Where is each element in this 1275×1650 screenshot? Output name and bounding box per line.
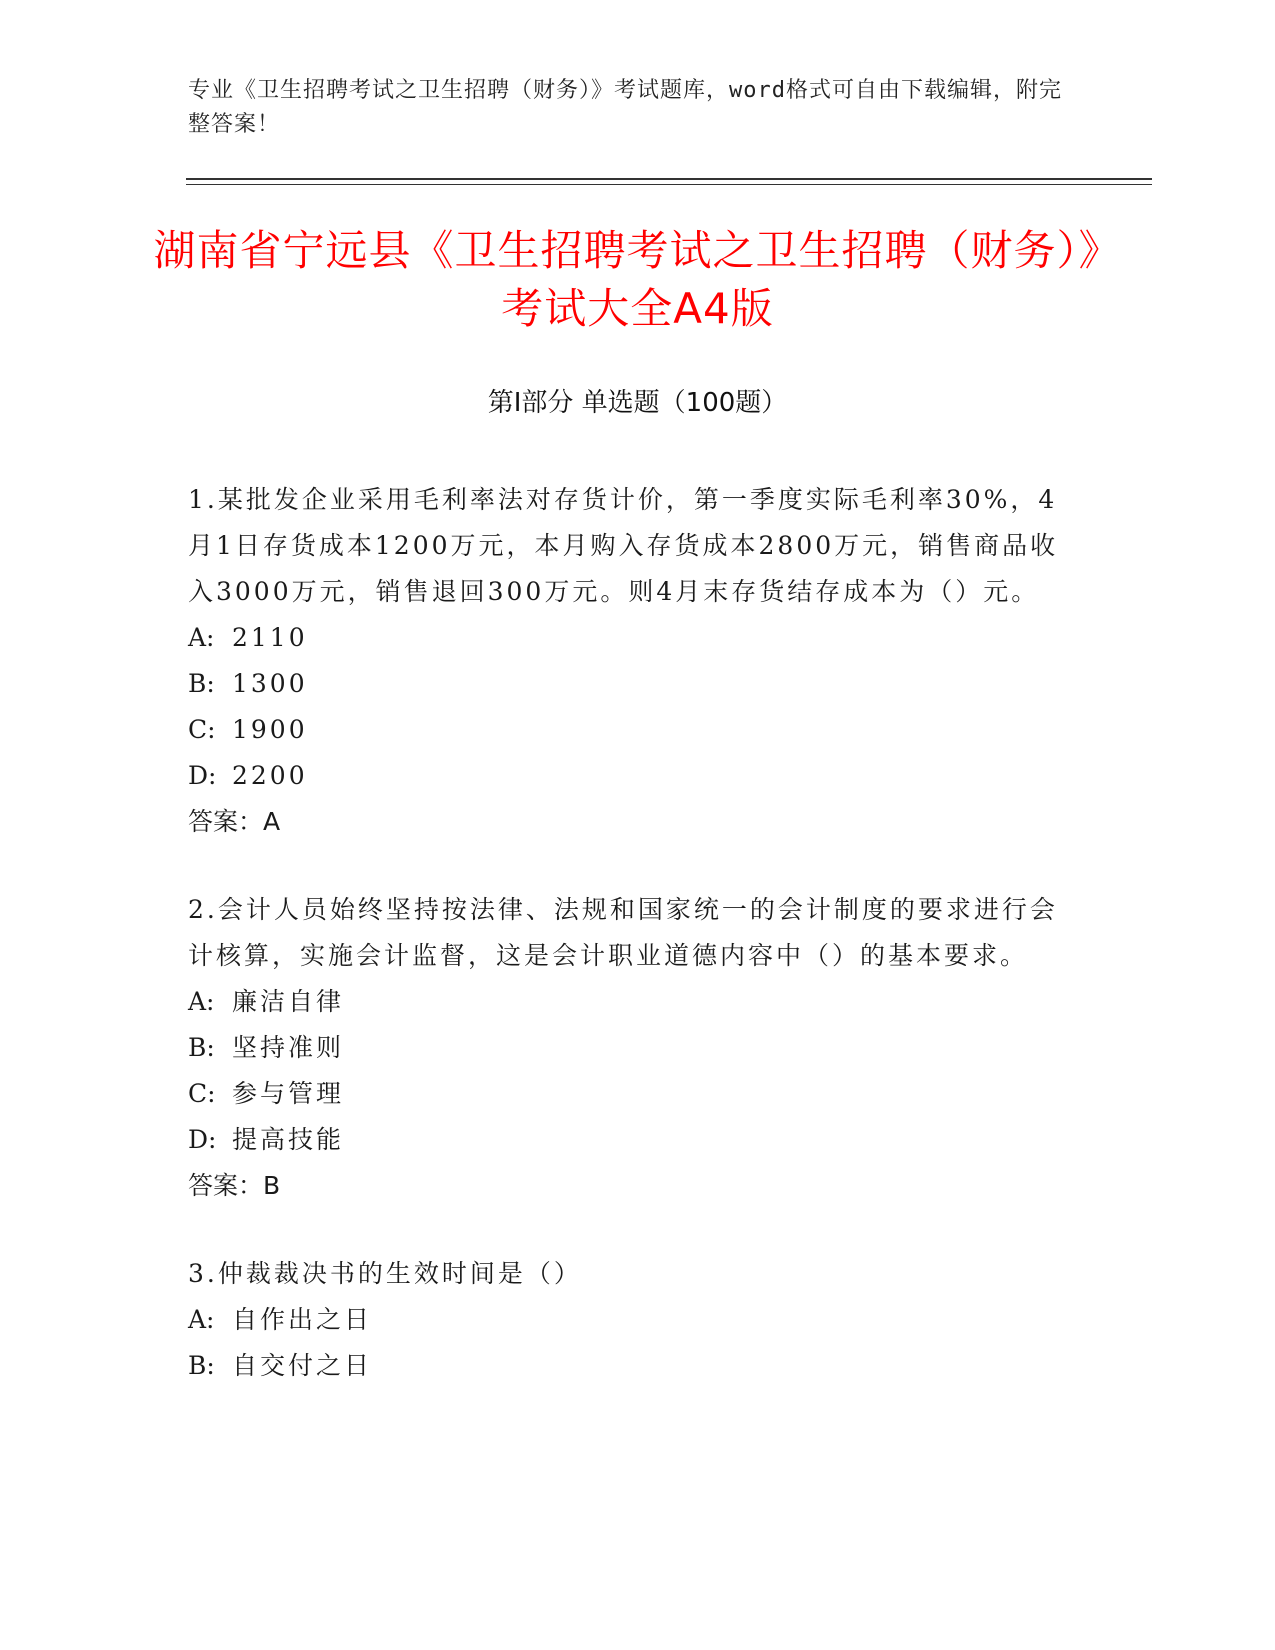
question-stem: 2.会计人员始终坚持按法律、法规和国家统一的会计制度的要求进行会计核算，实施会计监督，这是会计职业道德内容中（）的基本要求。 xyxy=(188,895,1058,970)
option-letter: C: xyxy=(188,715,216,744)
option-letter: A: xyxy=(188,987,215,1016)
option-text: 1300 xyxy=(232,669,308,698)
question-2 xyxy=(188,887,1078,1209)
option-d xyxy=(188,1117,1078,1163)
option-text: 提高技能 xyxy=(232,1125,345,1154)
question-stem: 1.某批发企业采用毛利率法对存货计价，第一季度实际毛利率30%，4月1日存货成本1200万元，本月购入存货成本2800万元，销售商品收入3000万元，销售退回300万元。则4月末存货结存成本为（）元。 xyxy=(188,485,1059,606)
option-a xyxy=(188,979,1078,1025)
option-b xyxy=(188,661,1078,707)
option-d xyxy=(188,753,1078,799)
question-1 xyxy=(188,477,1078,845)
header-note: 专业《卫生招聘考试之卫生招聘（财务）》考试题库，word格式可自由下载编辑，附完整答案！ xyxy=(188,78,1062,137)
option-letter: A: xyxy=(188,1305,215,1334)
option-letter: B: xyxy=(188,1033,215,1062)
header-rule-thick xyxy=(186,178,1152,180)
option-text: 参与管理 xyxy=(232,1079,345,1108)
header-rule-thin xyxy=(186,184,1152,185)
option-text: 自作出之日 xyxy=(232,1305,373,1334)
option-letter: D: xyxy=(188,1125,217,1154)
document-title: 湖南省宁远县《卫生招聘考试之卫生招聘（财务）》考试大全A4版 xyxy=(153,226,1122,333)
question-stem: 3.仲裁裁决书的生效时间是（） xyxy=(188,1259,582,1288)
option-a xyxy=(188,615,1078,661)
option-text: 廉洁自律 xyxy=(232,987,345,1016)
option-c xyxy=(188,707,1078,753)
option-letter: C: xyxy=(188,1079,216,1108)
option-text: 2200 xyxy=(232,761,308,790)
option-text: 坚持准则 xyxy=(232,1033,345,1062)
section-heading: 第Ⅰ部分 单选题（100题） xyxy=(487,388,788,418)
question-list xyxy=(188,477,1078,1431)
option-letter: A: xyxy=(188,623,215,652)
option-b xyxy=(188,1025,1078,1071)
option-letter: B: xyxy=(188,669,215,698)
question-3 xyxy=(188,1251,1078,1389)
answer-line: 答案：A xyxy=(188,807,281,836)
answer-line: 答案：B xyxy=(188,1171,281,1200)
option-letter: B: xyxy=(188,1351,215,1380)
option-text: 2110 xyxy=(232,623,308,652)
option-b xyxy=(188,1343,1078,1389)
option-text: 自交付之日 xyxy=(232,1351,373,1380)
option-text: 1900 xyxy=(232,715,308,744)
option-letter: D: xyxy=(188,761,217,790)
option-a xyxy=(188,1297,1078,1343)
option-c xyxy=(188,1071,1078,1117)
